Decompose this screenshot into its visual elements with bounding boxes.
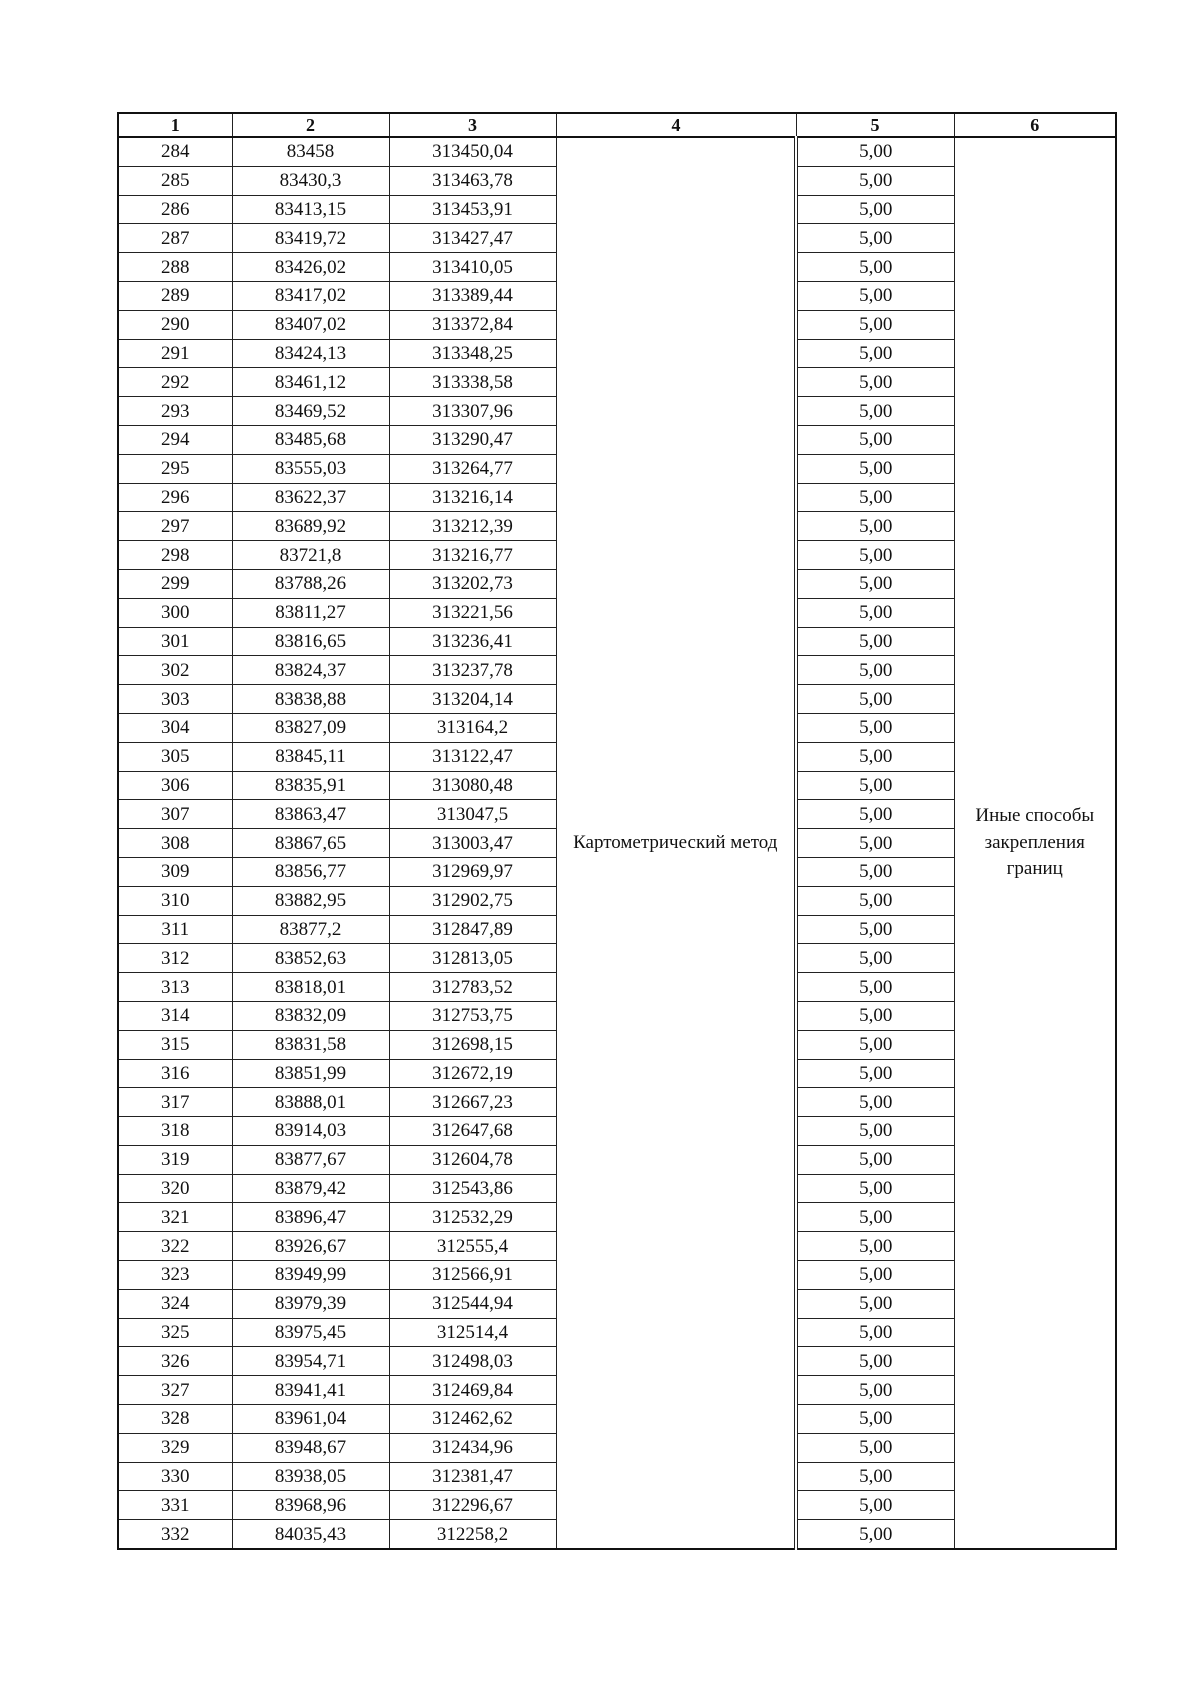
y-coordinate-cell: 313389,44 <box>389 281 556 310</box>
x-coordinate-cell: 83419,72 <box>232 224 389 253</box>
y-coordinate-cell: 313204,14 <box>389 685 556 714</box>
y-coordinate-cell: 313453,91 <box>389 195 556 224</box>
precision-cell: 5,00 <box>796 310 954 339</box>
x-coordinate-cell: 83926,67 <box>232 1232 389 1261</box>
x-coordinate-cell: 83938,05 <box>232 1462 389 1491</box>
x-coordinate-cell: 83469,52 <box>232 397 389 426</box>
x-coordinate-cell: 83622,37 <box>232 483 389 512</box>
precision-cell: 5,00 <box>796 713 954 742</box>
point-number-cell: 286 <box>118 195 232 224</box>
x-coordinate-cell: 83888,01 <box>232 1088 389 1117</box>
coordinates-table <box>117 112 1117 1550</box>
point-number-cell: 326 <box>118 1347 232 1376</box>
y-coordinate-cell: 313290,47 <box>389 425 556 454</box>
precision-cell: 5,00 <box>796 1462 954 1491</box>
point-number-cell: 299 <box>118 569 232 598</box>
y-coordinate-cell: 312434,96 <box>389 1433 556 1462</box>
x-coordinate-cell: 83818,01 <box>232 973 389 1002</box>
point-number-cell: 289 <box>118 281 232 310</box>
y-coordinate-cell: 312498,03 <box>389 1347 556 1376</box>
y-coordinate-cell: 313216,77 <box>389 541 556 570</box>
precision-cell: 5,00 <box>796 397 954 426</box>
precision-cell: 5,00 <box>796 973 954 1002</box>
precision-cell: 5,00 <box>796 166 954 195</box>
x-coordinate-cell: 83458 <box>232 137 389 166</box>
precision-cell: 5,00 <box>796 1088 954 1117</box>
y-coordinate-cell: 312514,4 <box>389 1318 556 1347</box>
point-number-cell: 304 <box>118 713 232 742</box>
precision-cell: 5,00 <box>796 1318 954 1347</box>
y-coordinate-cell: 312296,67 <box>389 1491 556 1520</box>
precision-cell: 5,00 <box>796 685 954 714</box>
x-coordinate-cell: 84035,43 <box>232 1520 389 1549</box>
y-coordinate-cell: 313410,05 <box>389 253 556 282</box>
y-coordinate-cell: 313164,2 <box>389 713 556 742</box>
precision-cell: 5,00 <box>796 1376 954 1405</box>
y-coordinate-cell: 312969,97 <box>389 857 556 886</box>
point-number-cell: 317 <box>118 1088 232 1117</box>
y-coordinate-cell: 313338,58 <box>389 368 556 397</box>
precision-cell: 5,00 <box>796 1145 954 1174</box>
method-cell: Картометрический метод <box>556 137 796 1549</box>
header-col-1: 1 <box>118 113 232 137</box>
x-coordinate-cell: 83863,47 <box>232 800 389 829</box>
x-coordinate-cell: 83485,68 <box>232 425 389 454</box>
y-coordinate-cell: 312672,19 <box>389 1059 556 1088</box>
point-number-cell: 332 <box>118 1520 232 1549</box>
point-number-cell: 325 <box>118 1318 232 1347</box>
point-number-cell: 292 <box>118 368 232 397</box>
header-col-6: 6 <box>954 113 1116 137</box>
x-coordinate-cell: 83961,04 <box>232 1405 389 1434</box>
x-coordinate-cell: 83788,26 <box>232 569 389 598</box>
precision-cell: 5,00 <box>796 368 954 397</box>
point-number-cell: 331 <box>118 1491 232 1520</box>
point-number-cell: 324 <box>118 1289 232 1318</box>
x-coordinate-cell: 83851,99 <box>232 1059 389 1088</box>
x-coordinate-cell: 83831,58 <box>232 1030 389 1059</box>
x-coordinate-cell: 83417,02 <box>232 281 389 310</box>
x-coordinate-cell: 83430,3 <box>232 166 389 195</box>
precision-cell: 5,00 <box>796 1117 954 1146</box>
precision-cell: 5,00 <box>796 512 954 541</box>
y-coordinate-cell: 313212,39 <box>389 512 556 541</box>
precision-cell: 5,00 <box>796 1405 954 1434</box>
y-coordinate-cell: 312258,2 <box>389 1520 556 1549</box>
y-coordinate-cell: 313372,84 <box>389 310 556 339</box>
point-number-cell: 305 <box>118 742 232 771</box>
y-coordinate-cell: 312544,94 <box>389 1289 556 1318</box>
x-coordinate-cell: 83975,45 <box>232 1318 389 1347</box>
y-coordinate-cell: 312532,29 <box>389 1203 556 1232</box>
precision-cell: 5,00 <box>796 253 954 282</box>
header-row <box>118 113 1116 137</box>
precision-cell: 5,00 <box>796 1232 954 1261</box>
point-number-cell: 301 <box>118 627 232 656</box>
point-number-cell: 287 <box>118 224 232 253</box>
fixing-method-cell: Иные способы закрепления границ <box>954 137 1116 1549</box>
header-col-2: 2 <box>232 113 389 137</box>
x-coordinate-cell: 83968,96 <box>232 1491 389 1520</box>
point-number-cell: 318 <box>118 1117 232 1146</box>
x-coordinate-cell: 83824,37 <box>232 656 389 685</box>
precision-cell: 5,00 <box>796 1491 954 1520</box>
precision-cell: 5,00 <box>796 886 954 915</box>
y-coordinate-cell: 313237,78 <box>389 656 556 685</box>
precision-cell: 5,00 <box>796 857 954 886</box>
x-coordinate-cell: 83827,09 <box>232 713 389 742</box>
point-number-cell: 311 <box>118 915 232 944</box>
point-number-cell: 298 <box>118 541 232 570</box>
precision-cell: 5,00 <box>796 1520 954 1549</box>
point-number-cell: 295 <box>118 454 232 483</box>
precision-cell: 5,00 <box>796 1289 954 1318</box>
y-coordinate-cell: 313450,04 <box>389 137 556 166</box>
point-number-cell: 294 <box>118 425 232 454</box>
y-coordinate-cell: 312381,47 <box>389 1462 556 1491</box>
point-number-cell: 291 <box>118 339 232 368</box>
x-coordinate-cell: 83852,63 <box>232 944 389 973</box>
point-number-cell: 293 <box>118 397 232 426</box>
x-coordinate-cell: 83721,8 <box>232 541 389 570</box>
x-coordinate-cell: 83879,42 <box>232 1174 389 1203</box>
x-coordinate-cell: 83426,02 <box>232 253 389 282</box>
precision-cell: 5,00 <box>796 656 954 685</box>
point-number-cell: 297 <box>118 512 232 541</box>
point-number-cell: 284 <box>118 137 232 166</box>
y-coordinate-cell: 312847,89 <box>389 915 556 944</box>
precision-cell: 5,00 <box>796 1030 954 1059</box>
point-number-cell: 300 <box>118 598 232 627</box>
x-coordinate-cell: 83914,03 <box>232 1117 389 1146</box>
precision-cell: 5,00 <box>796 224 954 253</box>
precision-cell: 5,00 <box>796 800 954 829</box>
x-coordinate-cell: 83407,02 <box>232 310 389 339</box>
precision-cell: 5,00 <box>796 541 954 570</box>
y-coordinate-cell: 312753,75 <box>389 1001 556 1030</box>
precision-cell: 5,00 <box>796 1001 954 1030</box>
y-coordinate-cell: 313427,47 <box>389 224 556 253</box>
point-number-cell: 306 <box>118 771 232 800</box>
y-coordinate-cell: 312566,91 <box>389 1261 556 1290</box>
table-body <box>118 137 1116 1549</box>
x-coordinate-cell: 83555,03 <box>232 454 389 483</box>
y-coordinate-cell: 313003,47 <box>389 829 556 858</box>
point-number-cell: 288 <box>118 253 232 282</box>
y-coordinate-cell: 313047,5 <box>389 800 556 829</box>
y-coordinate-cell: 313221,56 <box>389 598 556 627</box>
precision-cell: 5,00 <box>796 1059 954 1088</box>
point-number-cell: 321 <box>118 1203 232 1232</box>
precision-cell: 5,00 <box>796 598 954 627</box>
y-coordinate-cell: 313348,25 <box>389 339 556 368</box>
point-number-cell: 307 <box>118 800 232 829</box>
x-coordinate-cell: 83816,65 <box>232 627 389 656</box>
x-coordinate-cell: 83867,65 <box>232 829 389 858</box>
x-coordinate-cell: 83941,41 <box>232 1376 389 1405</box>
point-number-cell: 319 <box>118 1145 232 1174</box>
point-number-cell: 314 <box>118 1001 232 1030</box>
precision-cell: 5,00 <box>796 195 954 224</box>
precision-cell: 5,00 <box>796 1174 954 1203</box>
point-number-cell: 313 <box>118 973 232 1002</box>
precision-cell: 5,00 <box>796 569 954 598</box>
y-coordinate-cell: 312783,52 <box>389 973 556 1002</box>
precision-cell: 5,00 <box>796 915 954 944</box>
x-coordinate-cell: 83877,67 <box>232 1145 389 1174</box>
y-coordinate-cell: 313080,48 <box>389 771 556 800</box>
x-coordinate-cell: 83954,71 <box>232 1347 389 1376</box>
point-number-cell: 302 <box>118 656 232 685</box>
x-coordinate-cell: 83811,27 <box>232 598 389 627</box>
point-number-cell: 315 <box>118 1030 232 1059</box>
precision-cell: 5,00 <box>796 339 954 368</box>
y-coordinate-cell: 312813,05 <box>389 944 556 973</box>
precision-cell: 5,00 <box>796 281 954 310</box>
y-coordinate-cell: 313463,78 <box>389 166 556 195</box>
precision-cell: 5,00 <box>796 742 954 771</box>
header-col-3: 3 <box>389 113 556 137</box>
point-number-cell: 323 <box>118 1261 232 1290</box>
x-coordinate-cell: 83948,67 <box>232 1433 389 1462</box>
x-coordinate-cell: 83689,92 <box>232 512 389 541</box>
x-coordinate-cell: 83835,91 <box>232 771 389 800</box>
y-coordinate-cell: 313122,47 <box>389 742 556 771</box>
x-coordinate-cell: 83877,2 <box>232 915 389 944</box>
point-number-cell: 308 <box>118 829 232 858</box>
x-coordinate-cell: 83856,77 <box>232 857 389 886</box>
precision-cell: 5,00 <box>796 425 954 454</box>
point-number-cell: 320 <box>118 1174 232 1203</box>
x-coordinate-cell: 83838,88 <box>232 685 389 714</box>
precision-cell: 5,00 <box>796 1261 954 1290</box>
precision-cell: 5,00 <box>796 627 954 656</box>
y-coordinate-cell: 312462,62 <box>389 1405 556 1434</box>
precision-cell: 5,00 <box>796 137 954 166</box>
x-coordinate-cell: 83979,39 <box>232 1289 389 1318</box>
precision-cell: 5,00 <box>796 483 954 512</box>
x-coordinate-cell: 83845,11 <box>232 742 389 771</box>
x-coordinate-cell: 83896,47 <box>232 1203 389 1232</box>
x-coordinate-cell: 83832,09 <box>232 1001 389 1030</box>
y-coordinate-cell: 313264,77 <box>389 454 556 483</box>
point-number-cell: 309 <box>118 857 232 886</box>
precision-cell: 5,00 <box>796 771 954 800</box>
y-coordinate-cell: 312667,23 <box>389 1088 556 1117</box>
precision-cell: 5,00 <box>796 454 954 483</box>
precision-cell: 5,00 <box>796 829 954 858</box>
y-coordinate-cell: 312469,84 <box>389 1376 556 1405</box>
precision-cell: 5,00 <box>796 944 954 973</box>
point-number-cell: 312 <box>118 944 232 973</box>
point-number-cell: 316 <box>118 1059 232 1088</box>
precision-cell: 5,00 <box>796 1433 954 1462</box>
header-col-5: 5 <box>796 113 954 137</box>
y-coordinate-cell: 313236,41 <box>389 627 556 656</box>
point-number-cell: 303 <box>118 685 232 714</box>
point-number-cell: 322 <box>118 1232 232 1261</box>
y-coordinate-cell: 312902,75 <box>389 886 556 915</box>
point-number-cell: 328 <box>118 1405 232 1434</box>
point-number-cell: 330 <box>118 1462 232 1491</box>
point-number-cell: 329 <box>118 1433 232 1462</box>
x-coordinate-cell: 83882,95 <box>232 886 389 915</box>
y-coordinate-cell: 312647,68 <box>389 1117 556 1146</box>
point-number-cell: 327 <box>118 1376 232 1405</box>
x-coordinate-cell: 83461,12 <box>232 368 389 397</box>
header-col-4: 4 <box>556 113 796 137</box>
y-coordinate-cell: 312698,15 <box>389 1030 556 1059</box>
y-coordinate-cell: 313216,14 <box>389 483 556 512</box>
y-coordinate-cell: 312555,4 <box>389 1232 556 1261</box>
y-coordinate-cell: 313307,96 <box>389 397 556 426</box>
table-row <box>118 137 1116 166</box>
point-number-cell: 285 <box>118 166 232 195</box>
point-number-cell: 290 <box>118 310 232 339</box>
x-coordinate-cell: 83949,99 <box>232 1261 389 1290</box>
point-number-cell: 310 <box>118 886 232 915</box>
precision-cell: 5,00 <box>796 1203 954 1232</box>
x-coordinate-cell: 83424,13 <box>232 339 389 368</box>
point-number-cell: 296 <box>118 483 232 512</box>
precision-cell: 5,00 <box>796 1347 954 1376</box>
y-coordinate-cell: 312604,78 <box>389 1145 556 1174</box>
x-coordinate-cell: 83413,15 <box>232 195 389 224</box>
y-coordinate-cell: 312543,86 <box>389 1174 556 1203</box>
y-coordinate-cell: 313202,73 <box>389 569 556 598</box>
